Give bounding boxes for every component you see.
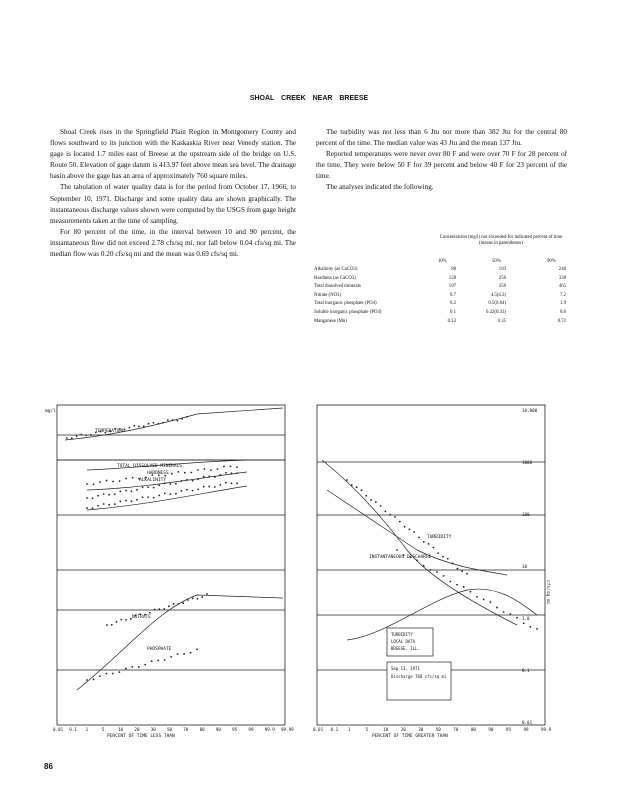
percent-header: 50% — [492, 259, 501, 264]
phosphate-point — [170, 656, 172, 658]
phosphate-point — [112, 673, 114, 675]
turbidity-point — [437, 552, 439, 554]
phosphate-point — [177, 653, 179, 655]
table-cell-value: 338 — [558, 275, 566, 281]
temperature-point — [186, 416, 188, 418]
table-row — [314, 284, 566, 293]
discharge-point — [463, 586, 465, 588]
hardness-point — [214, 476, 216, 478]
table-cell-value: 0.7 — [450, 292, 456, 298]
table-cell-value: 88 — [451, 267, 456, 272]
discharge-point — [523, 622, 525, 624]
table-cell-value: 358 — [498, 284, 506, 290]
table-cell-name: Hardness (as CaCO3) — [314, 275, 356, 281]
paragraph: Reported temperatures were never over 80 F and were over 70 F for 28 percent of the time. They were below 50 F for 39 percent and below 40 F for 23 percent of the time. — [316, 150, 567, 181]
hardness-point — [136, 489, 138, 491]
alkalinity-point — [158, 494, 160, 496]
nitrate-point — [173, 603, 175, 605]
x-tick-label: 0.1 — [330, 727, 339, 732]
table-header — [314, 235, 566, 267]
turbidity-point — [418, 537, 420, 539]
nitrate-point — [192, 598, 194, 600]
phosphate-point — [99, 675, 101, 677]
page-number: 86 — [44, 762, 53, 771]
turbidity-point — [370, 499, 372, 501]
table-cell-value: 0.1 — [450, 309, 456, 315]
x-tick-label: 50 — [435, 727, 441, 732]
alkalinity-point — [153, 497, 155, 499]
table-cell-value: 0.2 — [450, 301, 456, 307]
x-tick-label: 99.99 — [281, 727, 294, 732]
phosphate-point — [190, 652, 192, 654]
tdm-point — [190, 472, 192, 474]
tdm-point — [184, 472, 186, 474]
x-tick-label: 5 — [365, 727, 369, 732]
page-title: SHOAL CREEK NEAR BREESE — [249, 95, 369, 102]
temperature-point — [129, 427, 131, 429]
turbidity-point — [452, 562, 454, 564]
table-row — [314, 319, 566, 328]
alkalinity-point — [147, 496, 149, 498]
nitrate-point — [154, 609, 156, 611]
tdm-point — [119, 480, 121, 482]
turbidity-point — [428, 543, 430, 545]
alkalinity-point — [169, 493, 171, 495]
alkalinity-point — [203, 486, 205, 488]
tdm-point — [217, 468, 219, 470]
legend-box — [387, 628, 451, 700]
hardness-label: HARDNESS — [147, 471, 169, 476]
nitrate-point — [125, 619, 127, 621]
x-tick-label: 80 — [199, 727, 205, 732]
temperature-point — [85, 434, 87, 436]
turbidity-point — [380, 505, 382, 507]
hardness-point — [175, 483, 177, 485]
legend-line: Discharge 768 cfs/sq mi — [391, 674, 447, 679]
nitrate-point — [197, 598, 199, 600]
alkalinity-point — [164, 492, 166, 494]
temperature-point — [181, 418, 183, 420]
hardness-point — [231, 472, 233, 474]
table-cell-value: 0.72 — [557, 318, 566, 324]
turbidity-point — [433, 547, 435, 549]
table-cell-name: Total dissolved minerals — [314, 284, 361, 290]
nitrate-point — [187, 599, 189, 601]
x-tick-label: 30 — [150, 727, 156, 732]
turbidity-point — [351, 484, 353, 486]
alkalinity-point — [125, 500, 127, 502]
turbidity-point — [404, 526, 406, 528]
x-tick-label: 70 — [183, 727, 189, 732]
tdm-point — [197, 469, 199, 471]
x-tick-label: 10 — [118, 727, 124, 732]
table-cell-name: Total inorganic phosphate (PO4) — [314, 301, 377, 307]
paragraph: Shoal Creek rises in the Springfield Plain Region in Montgomery County and flows southward to its junction with the Kaskaskia River near Venedy station. The gage is located 1.7 miles east of Breese at the upstream side of the bridge on U.S. Route 50. Elevation of gage datum is 413.97 feet above mean sea level. The drainage basin above the gage has an area of approximately 760 square miles. — [50, 128, 296, 181]
temperature-point — [177, 420, 179, 422]
paragraph: The analyses indicated the following. — [326, 183, 434, 192]
hardness-point — [103, 493, 105, 495]
x-tick-label: 1 — [348, 727, 351, 732]
discharge-point — [529, 626, 531, 628]
phosphate-point — [183, 653, 185, 655]
x-tick-label: 50 — [167, 727, 173, 732]
discharge-point — [509, 613, 511, 615]
x-tick-label: 99.9 — [264, 727, 275, 732]
left-column — [50, 127, 296, 260]
hardness-point — [192, 480, 194, 482]
tdm-point — [203, 468, 205, 470]
temperature-point — [66, 437, 68, 439]
turbidity-point — [409, 528, 411, 530]
table-cell-value: 197 — [448, 284, 456, 290]
turbidity-point — [365, 495, 367, 497]
x-tick-label: 0.01 — [53, 727, 64, 732]
table-cell-value: 7.2 — [560, 292, 566, 298]
nitrate-point — [106, 624, 108, 626]
temperature-point — [143, 425, 145, 427]
alkalinity-point — [231, 482, 233, 484]
tdm-point — [132, 477, 134, 479]
y-tick-label: 1.0 — [522, 616, 530, 621]
turbidity-point — [413, 531, 415, 533]
alkalinity-point — [119, 500, 121, 502]
legend-line: LOCAL DATA — [391, 639, 416, 644]
alkalinity-point — [86, 507, 88, 509]
alkalinity-point — [219, 484, 221, 486]
tdm-point — [223, 466, 225, 468]
nitrate-point — [178, 603, 180, 605]
discharge-point — [456, 584, 458, 586]
alkalinity-point — [92, 507, 94, 509]
phosphate-point — [151, 660, 153, 662]
x-tick-label: 99.9 — [541, 727, 552, 732]
discharge-point — [483, 598, 485, 600]
left-plot-frame — [57, 405, 285, 725]
alkalinity-point — [114, 503, 116, 505]
temperature-point — [138, 426, 140, 428]
y-tick-label: 0.1 — [522, 668, 530, 673]
x-tick-label: 30 — [418, 727, 424, 732]
nitrate-point — [206, 593, 208, 595]
table-cell-value: 256 — [498, 275, 506, 281]
duration-curves-figure — [47, 400, 567, 740]
x-tick-label: 10 — [383, 727, 389, 732]
turbidity-point — [385, 511, 387, 513]
alkalinity-point — [97, 505, 99, 507]
phosphate-point — [131, 666, 133, 668]
turbidity-point — [346, 479, 348, 481]
phosphate-point — [93, 679, 95, 681]
tdm-point — [177, 471, 179, 473]
alkalinity-point — [208, 486, 210, 488]
nitrate-point — [168, 605, 170, 607]
alkalinity-point — [236, 482, 238, 484]
phosphate-point — [157, 660, 159, 662]
discharge-point — [476, 596, 478, 598]
y-axis-title-left: mg/l — [45, 409, 56, 414]
alkalinity-point — [108, 504, 110, 506]
x-axis-title-right: PERCENT OF TIME GREATER THAN — [372, 734, 448, 739]
x-tick-label: 90 — [488, 727, 494, 732]
y-tick-label: 10,000 — [522, 408, 538, 413]
paragraph: The tabulation of water quality data is for the period from October 17, 1966, to September 10, 1971. Discharge and some quality data are shown graphically. The instantaneous discharge values shown were computed by the USGS from gage height measurements taken at the time of sampling. — [50, 183, 296, 225]
hardness-point — [108, 494, 110, 496]
x-tick-label: 0.01 — [313, 727, 324, 732]
hardness-point — [142, 486, 144, 488]
turbidity-point — [356, 486, 358, 488]
phosphate-label: PHOSPHATE — [147, 647, 172, 652]
table-row — [314, 293, 566, 302]
x-tick-label: 80 — [470, 727, 476, 732]
x-tick-label: 99 — [523, 727, 529, 732]
nitrate-point — [201, 596, 203, 598]
x-tick-label: 5 — [101, 727, 105, 732]
phosphate-point — [196, 648, 198, 650]
alkalinity-point — [225, 482, 227, 484]
hardness-point — [119, 490, 121, 492]
duration-curve — [77, 595, 283, 690]
duration-curve — [327, 490, 507, 575]
hardness-point — [86, 497, 88, 499]
temperature-point — [157, 423, 159, 425]
hardness-point — [125, 490, 127, 492]
table-cell-value: 193 — [498, 267, 506, 272]
turbidity-point — [442, 556, 444, 558]
table-row — [314, 301, 566, 310]
x-tick-label: 70 — [453, 727, 459, 732]
nitrate-point — [111, 624, 113, 626]
hardness-point — [92, 497, 94, 499]
alkalinity-point — [214, 486, 216, 488]
tdm-point — [93, 484, 95, 486]
discharge-point — [503, 611, 505, 613]
table-cell-name: Nitrate (NO3) — [314, 292, 342, 298]
hardness-point — [186, 479, 188, 481]
hardness-point — [236, 472, 238, 474]
discharge-label: INSTANTANEOUS DISCHARGE — [369, 555, 432, 560]
hardness-point — [158, 484, 160, 486]
turbidity-point — [361, 489, 363, 491]
y-tick-label: 1000 — [522, 460, 533, 465]
temperature-point — [133, 425, 135, 427]
tdm-point — [210, 469, 212, 471]
nitrate-point — [116, 621, 118, 623]
table-row — [314, 276, 566, 285]
tdm-point — [236, 466, 238, 468]
temperature-point — [162, 422, 164, 424]
hardness-point — [97, 495, 99, 497]
discharge-point — [396, 549, 398, 551]
y-axis-title-right: cfs/sq mi — [545, 580, 550, 605]
alkalinity-point — [103, 503, 105, 505]
nitrate-point — [163, 608, 165, 610]
temperature-point — [90, 434, 92, 436]
alkalinity-point — [192, 490, 194, 492]
table-caption: Concentration (mg/l) not exceeded for indicated percent of time (means in parentheses) — [439, 235, 563, 246]
y-tick-label: 10 — [522, 564, 528, 569]
x-tick-label: 95 — [232, 727, 238, 732]
hardness-point — [203, 476, 205, 478]
x-tick-label: 99 — [248, 727, 254, 732]
table-row — [314, 310, 566, 319]
temperature-point — [81, 434, 83, 436]
alkalinity-point — [131, 500, 133, 502]
concentration-table — [314, 235, 566, 327]
table-body — [314, 267, 566, 327]
legend-line: Sep 13, 1971 — [391, 666, 420, 671]
table-row — [314, 267, 566, 276]
turbidity-point — [457, 568, 459, 570]
nitrate-point — [158, 608, 160, 610]
temperature-point — [172, 419, 174, 421]
x-tick-label: 20 — [134, 727, 140, 732]
discharge-point — [436, 571, 438, 573]
hardness-point — [181, 480, 183, 482]
phosphate-point — [106, 673, 108, 675]
alkalinity-point — [197, 488, 199, 490]
tdm-point — [106, 480, 108, 482]
temperature-point — [153, 422, 155, 424]
discharge-point — [469, 591, 471, 593]
phosphate-point — [125, 668, 127, 670]
turbidity-point — [423, 541, 425, 543]
discharge-point — [536, 628, 538, 630]
nitrate-point — [149, 612, 151, 614]
turbidity-point — [389, 514, 391, 516]
table-cell-value: 0.22(0.33) — [486, 309, 506, 315]
discharge-point — [496, 607, 498, 609]
turbidity-point — [466, 573, 468, 575]
phosphate-point — [164, 659, 166, 661]
table-cell-name: Soluble inorganic phosphate (PO4) — [314, 309, 382, 315]
duration-curve — [87, 486, 247, 510]
table-cell-value: 465 — [558, 284, 566, 290]
temperature-point — [167, 419, 169, 421]
x-tick-label: 90 — [215, 727, 221, 732]
paragraph: The turbidity was not less than 6 Jtu nor more than 382 Jtu for the central 80 percent of the time. The median value was 43 Jtu and the mean 137 Jtu. — [316, 128, 567, 148]
discharge-point — [516, 617, 518, 619]
turbidity-point — [461, 570, 463, 572]
x-tick-label: 0.1 — [69, 727, 77, 732]
turbidity-point — [447, 558, 449, 560]
hardness-point — [169, 483, 171, 485]
x-tick-label: 1 — [85, 727, 89, 732]
phosphate-point — [118, 671, 120, 673]
table-cell-value: 0.6 — [560, 309, 566, 315]
alkalinity-label: ALKALINITY — [139, 478, 167, 483]
tdm-point — [125, 478, 127, 480]
x-axis-title-left: PERCENT OF TIME LESS THAN — [107, 734, 175, 739]
turbidity-point — [399, 521, 401, 523]
alkalinity-point — [175, 493, 177, 495]
hardness-point — [147, 486, 149, 488]
percent-header: 10% — [438, 259, 447, 264]
hardness-point — [208, 476, 210, 478]
legend-line: BREESE, ILL. — [391, 646, 420, 651]
tdm-point — [99, 481, 101, 483]
table-cell-value: 128 — [448, 275, 456, 281]
right-column — [316, 127, 567, 194]
tdm-point — [230, 466, 232, 468]
nitrate-point — [120, 619, 122, 621]
duration-curve — [347, 589, 537, 640]
table-cell-value: 0.5(0.84) — [488, 301, 506, 307]
nitrate-label: NITRATE — [132, 615, 151, 620]
hardness-point — [114, 493, 116, 495]
hardness-point — [219, 474, 221, 476]
phosphate-point — [144, 664, 146, 666]
table-cell-value: 1.9 — [560, 301, 566, 307]
tdm-point — [86, 483, 88, 485]
tdm-point — [112, 481, 114, 483]
y-tick-label: 0.01 — [522, 720, 533, 725]
temperature-point — [76, 435, 78, 437]
table-cell-value: 248 — [558, 267, 566, 272]
discharge-point — [489, 601, 491, 603]
y-tick-label: 100 — [522, 512, 530, 517]
hardness-point — [225, 472, 227, 474]
nitrate-point — [182, 602, 184, 604]
paragraph: For 80 percent of the time, in the interval between 10 and 90 percent, the instantaneous flow did not exceed 2.78 cfs/sq mi, nor fall below 0.04 cfs/sq mi. The median flow was 0.20 cfs/sq mi and the mean was 0.69 cfs/sq mi. — [50, 227, 296, 259]
table-cell-value: 0.35 — [497, 318, 506, 324]
hardness-point — [197, 478, 199, 480]
discharge-point — [449, 581, 451, 583]
discharge-point — [429, 569, 431, 571]
legend-title: TURBIDITY — [391, 632, 413, 637]
alkalinity-point — [186, 489, 188, 491]
turbidity-point — [375, 501, 377, 503]
table-cell-name: Manganese (Mn) — [314, 318, 347, 324]
temperature-point — [71, 437, 73, 439]
table-cell-name: Alkalinity (as CaCO3) — [314, 267, 358, 272]
alkalinity-point — [142, 496, 144, 498]
turbidity-label: TURBIDITY — [427, 535, 452, 540]
tdm-label: TOTAL DISSOLVED MINERALS — [117, 464, 183, 469]
hardness-point — [153, 487, 155, 489]
turbidity-point — [394, 516, 396, 518]
temperature-point — [148, 423, 150, 425]
tdm-point — [171, 473, 173, 475]
x-tick-label: 20 — [400, 727, 406, 732]
phosphate-point — [138, 666, 140, 668]
x-tick-label: 95 — [505, 727, 511, 732]
alkalinity-point — [181, 490, 183, 492]
phosphate-point — [86, 679, 88, 681]
percent-header: 90% — [547, 259, 556, 264]
discharge-point — [423, 565, 425, 567]
table-cell-value: 4.5(4.3) — [490, 292, 506, 298]
alkalinity-point — [136, 499, 138, 501]
discharge-point — [443, 575, 445, 577]
table-cell-value: 0.13 — [447, 318, 456, 324]
temperature-label: TEMPERATURE — [95, 429, 125, 434]
hardness-point — [131, 490, 133, 492]
